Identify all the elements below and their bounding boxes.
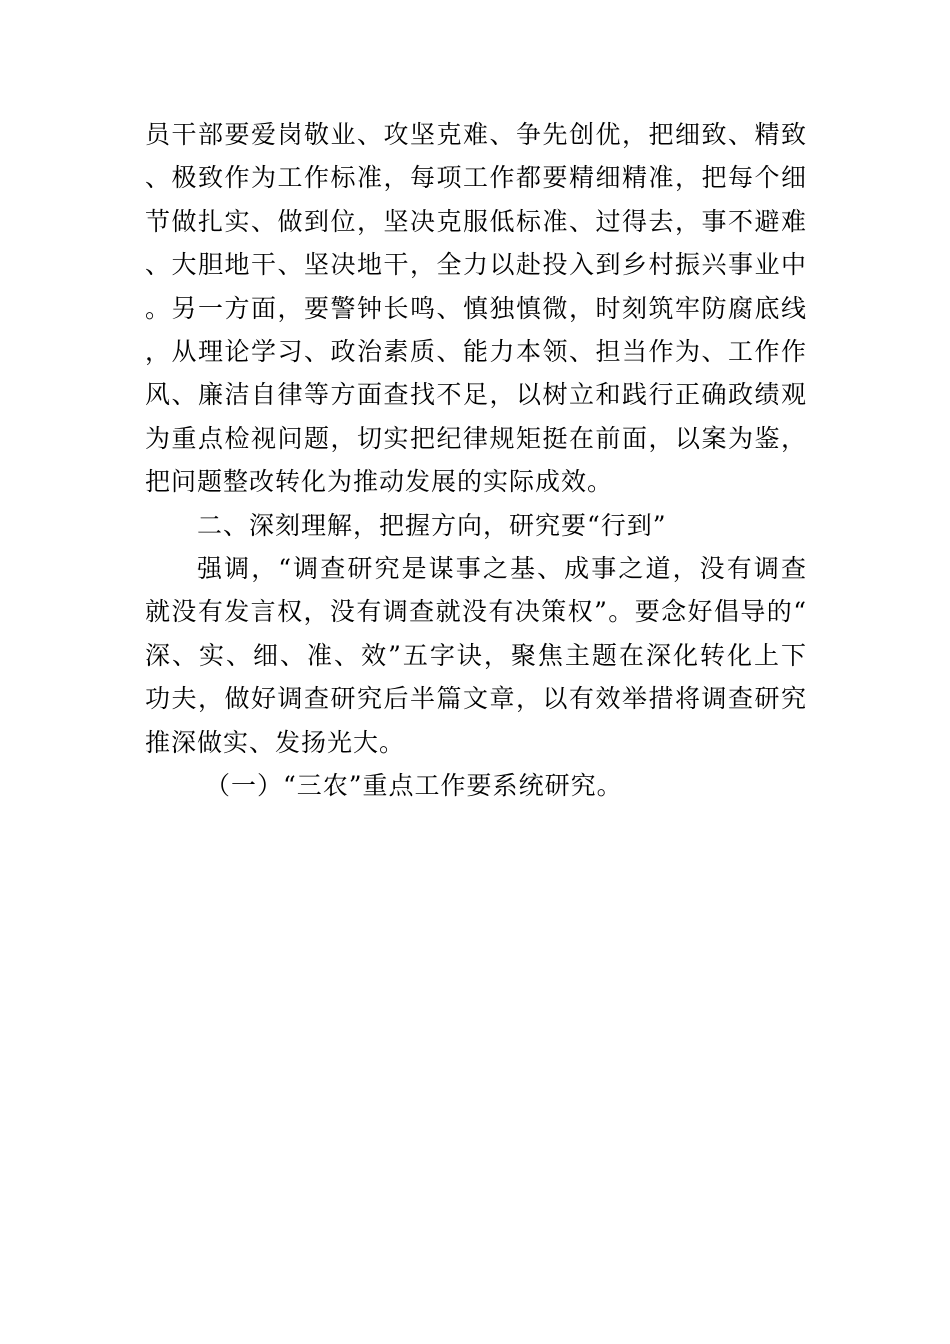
section-heading-research: 二、深刻理解，把握方向，研究要“行到” <box>197 510 667 540</box>
paragraph-investigation: 强调，“调查研究是谋事之基、成事之道，没有调查就没有发言权，没有调查就没有决策权”。要念好倡导的“深、实、细、准、效”五字诀，聚焦主题在深化转化上下功夫，做好调查研究后半篇文章，以有效举措将调查研究推深做实、发扬光大。 <box>145 554 807 757</box>
paragraph-work-standards: 员干部要爱岗敬业、攻坚克难、争先创优，把细致、精致、极致作为工作标准，每项工作都要精细精准，把每个细节做扎实、做到位，坚决克服低标准、过得去，事不避难、大胆地干、坚决地干，全力以赴投入到乡村振兴事业中。另一方面，要警钟长鸣、慎独慎微，时刻筑牢防腐底线，从理论学习、政治素质、能力本领、担当作为、工作作风、廉洁自律等方面查找不足，以树立和践行正确政绩观为重点检视问题，切实把纪律规矩挺在前面，以案为鉴，把问题整改转化为推动发展的实际成效。 <box>145 120 807 497</box>
document-body <box>145 113 807 808</box>
subsection-heading-sannong: （一）“三农”重点工作要系统研究。 <box>205 771 623 801</box>
